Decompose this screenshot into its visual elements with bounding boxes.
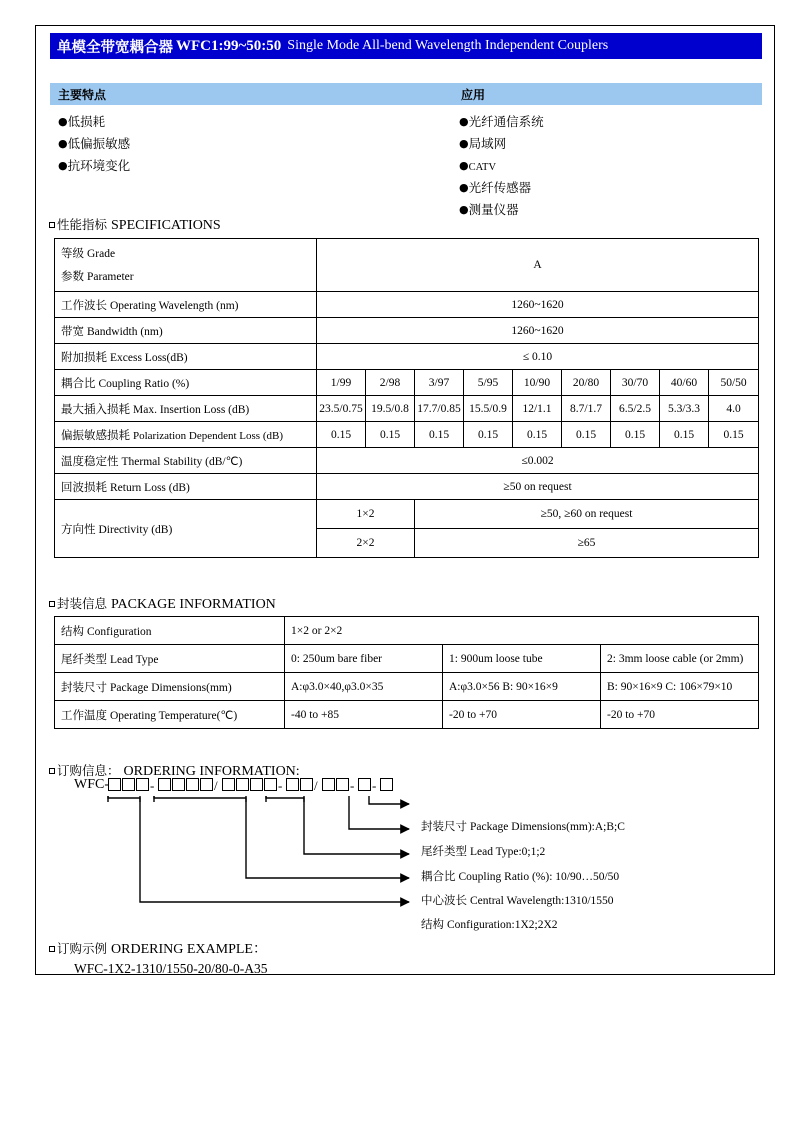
row-label (55, 645, 285, 673)
caption-cn: 性能指标 (57, 217, 108, 232)
insertion-value: 17.7/0.85 (415, 396, 464, 422)
param-label-en: Parameter (87, 271, 134, 283)
table-row (55, 318, 759, 344)
row-value: -20 to +70 (601, 701, 759, 729)
callout-cn: 中心波长 (421, 893, 467, 907)
row-value: ≤0.002 (317, 448, 759, 474)
row-label-cn: 方向性 (61, 521, 96, 536)
row-label-cn: 工作波长 (61, 297, 107, 312)
pdl-value: 0.15 (562, 422, 611, 448)
directivity-label (55, 500, 317, 558)
insertion-value: 4.0 (709, 396, 759, 422)
caption-cn: 封装信息 (57, 596, 108, 611)
table-row (55, 673, 759, 701)
callout-en: Central Wavelength:1310/1550 (470, 895, 614, 907)
row-label-en: Operating Wavelength (nm) (110, 299, 239, 312)
part-number-separator: / (314, 778, 318, 793)
bullet-icon: ● (459, 203, 469, 216)
ratio-value: 1/99 (317, 370, 366, 396)
row-label-en: Bandwidth (nm) (87, 325, 163, 338)
row-label-cn: 封装尺寸 (61, 679, 107, 694)
insertion-value: 23.5/0.75 (317, 396, 366, 422)
part-number-box[interactable] (158, 778, 171, 791)
part-number-box[interactable] (336, 778, 349, 791)
row-label (55, 318, 317, 344)
table-row (55, 645, 759, 673)
caption-en: SPECIFICATIONS (111, 218, 221, 233)
product-title-cn: 单模全带宽耦合器 (57, 39, 173, 56)
callout-central-wavelength (421, 891, 614, 909)
table-row-pdl (55, 422, 759, 448)
part-number-box[interactable] (122, 778, 135, 791)
row-label (55, 370, 317, 396)
row-label (55, 617, 285, 645)
table-row (55, 701, 759, 729)
row-label-cn: 带宽 (61, 323, 84, 338)
caption-cn: 订购信息： (57, 763, 120, 778)
grade-label-cn: 等级 (61, 246, 84, 260)
grade-value-cell: A (317, 239, 759, 292)
row-label-en: Package Dimensions(mm) (110, 681, 232, 694)
ratio-value: 10/90 (513, 370, 562, 396)
part-number-box[interactable] (358, 778, 371, 791)
part-number-separator: - (372, 778, 377, 793)
param-label-cn: 参数 (61, 269, 84, 283)
product-title-en: Single Mode All-bend Wavelength Independent Couplers (287, 38, 609, 53)
part-number-separator: / (214, 778, 218, 793)
row-value: 0: 250um bare fiber (285, 645, 443, 673)
part-number-box[interactable] (108, 778, 121, 791)
application-label: 局域网 (468, 136, 507, 151)
application-label: 光纤通信系统 (468, 114, 544, 129)
pdl-value: 0.15 (709, 422, 759, 448)
callout-cn: 耦合比 (421, 869, 456, 883)
row-label-en: Coupling Ratio (%) (98, 377, 190, 390)
part-number-box[interactable] (200, 778, 213, 791)
row-label (55, 448, 317, 474)
row-label (55, 396, 317, 422)
pdl-value: 0.15 (366, 422, 415, 448)
page-frame (35, 25, 775, 975)
features-header-right: 应用 (461, 88, 486, 102)
insertion-value: 8.7/1.7 (562, 396, 611, 422)
package-caption (49, 594, 276, 613)
callout-package-dimensions (421, 817, 625, 835)
table-row (55, 474, 759, 500)
part-number-box[interactable] (172, 778, 185, 791)
callout-coupling-ratio (421, 867, 619, 885)
callout-cn: 结构 (421, 917, 444, 931)
caption-cn: 订购示例 (57, 941, 108, 956)
row-label-cn: 温度稳定性 (61, 453, 119, 468)
table-row (55, 292, 759, 318)
caption-en: ORDERING EXAMPLE： (111, 942, 267, 957)
part-number-box[interactable] (186, 778, 199, 791)
part-number-box[interactable] (300, 778, 313, 791)
part-number-prefix: WFC- (74, 777, 109, 792)
caption-en: PACKAGE INFORMATION (111, 597, 276, 612)
bullet-icon: ● (459, 159, 469, 172)
part-number-box[interactable] (136, 778, 149, 791)
row-value: -20 to +70 (443, 701, 601, 729)
pdl-value: 0.15 (513, 422, 562, 448)
callout-lead-type (421, 842, 545, 860)
directivity-type: 2×2 (317, 529, 415, 558)
row-label-cn: 最大插入损耗 (61, 401, 130, 416)
row-label (55, 474, 317, 500)
square-bullet-icon (49, 768, 55, 774)
row-label (55, 292, 317, 318)
bullet-icon: ● (459, 137, 469, 150)
callout-en: Lead Type:0;1;2 (470, 846, 546, 858)
row-label (55, 673, 285, 701)
callout-en: Coupling Ratio (%): 10/90…50/50 (458, 871, 620, 883)
part-number-separator: - (350, 778, 355, 793)
part-number-box[interactable] (322, 778, 335, 791)
specifications-table (54, 238, 759, 558)
insertion-value: 15.5/0.9 (464, 396, 513, 422)
row-value: 1260~1620 (317, 318, 759, 344)
row-label-en: Polarization Dependent Loss (dB) (133, 429, 283, 442)
callout-en: Package Dimensions(mm):A;B;C (470, 821, 625, 833)
row-label-cn: 结构 (61, 623, 84, 638)
bullet-icon: ● (459, 181, 469, 194)
row-label-cn: 附加损耗 (61, 349, 107, 364)
ratio-value: 40/60 (660, 370, 709, 396)
callout-cn: 尾纤类型 (421, 844, 467, 858)
part-number-separator: - (278, 778, 283, 793)
row-value: -40 to +85 (285, 701, 443, 729)
row-label (55, 344, 317, 370)
row-label-en: Lead Type (110, 653, 159, 666)
leader-lines (36, 26, 776, 266)
table-row-coupling-ratio (55, 370, 759, 396)
insertion-value: 5.3/3.3 (660, 396, 709, 422)
directivity-value: ≥50, ≥60 on request (415, 500, 759, 529)
table-row-insertion-loss (55, 396, 759, 422)
feature-label: 低损耗 (67, 114, 106, 129)
row-label (55, 422, 317, 448)
ratio-value: 30/70 (611, 370, 660, 396)
row-value: A:φ3.0×56 B: 90×16×9 (443, 673, 601, 701)
ordering-example-value: WFC-1X2-1310/1550-20/80-0-A35 (74, 961, 268, 976)
row-value: A:φ3.0×40,φ3.0×35 (285, 673, 443, 701)
row-value: 2: 3mm loose cable (or 2mm) (601, 645, 759, 673)
ratio-value: 3/97 (415, 370, 464, 396)
callout-cn: 封装尺寸 (421, 819, 467, 833)
ratio-value: 2/98 (366, 370, 415, 396)
pdl-value: 0.15 (660, 422, 709, 448)
row-label-en: Max. Insertion Loss (dB) (133, 403, 250, 416)
directivity-value: ≥65 (415, 529, 759, 558)
row-label-cn: 尾纤类型 (61, 651, 107, 666)
part-number-box[interactable] (222, 778, 235, 791)
directivity-type: 1×2 (317, 500, 415, 529)
ratio-value: 5/95 (464, 370, 513, 396)
row-value: 1260~1620 (317, 292, 759, 318)
callout-configuration (421, 915, 558, 933)
insertion-value: 19.5/0.8 (366, 396, 415, 422)
callout-en: Configuration:1X2;2X2 (447, 919, 558, 931)
row-label (55, 701, 285, 729)
row-value: 1: 900um loose tube (443, 645, 601, 673)
row-label-en: Return Loss (dB) (110, 481, 190, 494)
caption-en: ORDERING INFORMATION: (123, 764, 300, 779)
row-label-en: Configuration (87, 625, 152, 638)
ratio-value: 50/50 (709, 370, 759, 396)
feature-label: 抗环境变化 (67, 158, 131, 173)
row-value: B: 90×16×9 C: 106×79×10 (601, 673, 759, 701)
bullet-icon: ● (58, 137, 68, 150)
application-label: CATV (468, 162, 497, 173)
table-row (55, 448, 759, 474)
pdl-value: 0.15 (317, 422, 366, 448)
part-number-separator: - (150, 778, 155, 793)
table-row-directivity (55, 500, 759, 529)
row-value: ≥50 on request (317, 474, 759, 500)
pdl-value: 0.15 (415, 422, 464, 448)
table-row (55, 617, 759, 645)
part-number-box[interactable] (380, 778, 393, 791)
row-label-en: Thermal Stability (dB/℃) (121, 455, 243, 468)
bullet-icon: ● (58, 159, 68, 172)
part-number-box[interactable] (264, 778, 277, 791)
pdl-value: 0.15 (464, 422, 513, 448)
pdl-value: 0.15 (611, 422, 660, 448)
part-number-box[interactable] (250, 778, 263, 791)
row-value: ≤ 0.10 (317, 344, 759, 370)
ratio-value: 20/80 (562, 370, 611, 396)
feature-label: 低偏振敏感 (67, 136, 131, 151)
square-bullet-icon (49, 601, 55, 607)
insertion-value: 12/1.1 (513, 396, 562, 422)
application-label: 光纤传感器 (468, 180, 532, 195)
example-caption (49, 938, 267, 958)
insertion-value: 6.5/2.5 (611, 396, 660, 422)
row-label-cn: 回波损耗 (61, 479, 107, 494)
application-label: 测量仪器 (468, 202, 519, 217)
square-bullet-icon (49, 946, 55, 952)
part-number-box[interactable] (236, 778, 249, 791)
package-table (54, 616, 759, 729)
bullet-icon: ● (58, 115, 68, 128)
features-header-left: 主要特点 (58, 88, 107, 102)
row-label-en: Directivity (dB) (98, 523, 173, 536)
part-number-box[interactable] (286, 778, 299, 791)
row-label-cn: 工作温度 (61, 707, 107, 722)
product-title-code: WFC1:99~50:50 (176, 37, 282, 54)
bullet-icon: ● (459, 115, 469, 128)
grade-label-en: Grade (87, 248, 116, 260)
row-label-en: Operating Temperature(℃) (110, 709, 238, 722)
row-label-cn: 耦合比 (61, 375, 96, 390)
row-label-en: Excess Loss(dB) (110, 351, 188, 364)
row-label-cn: 偏振敏感损耗 (61, 427, 130, 442)
row-value: 1×2 or 2×2 (285, 617, 759, 645)
table-row (55, 344, 759, 370)
